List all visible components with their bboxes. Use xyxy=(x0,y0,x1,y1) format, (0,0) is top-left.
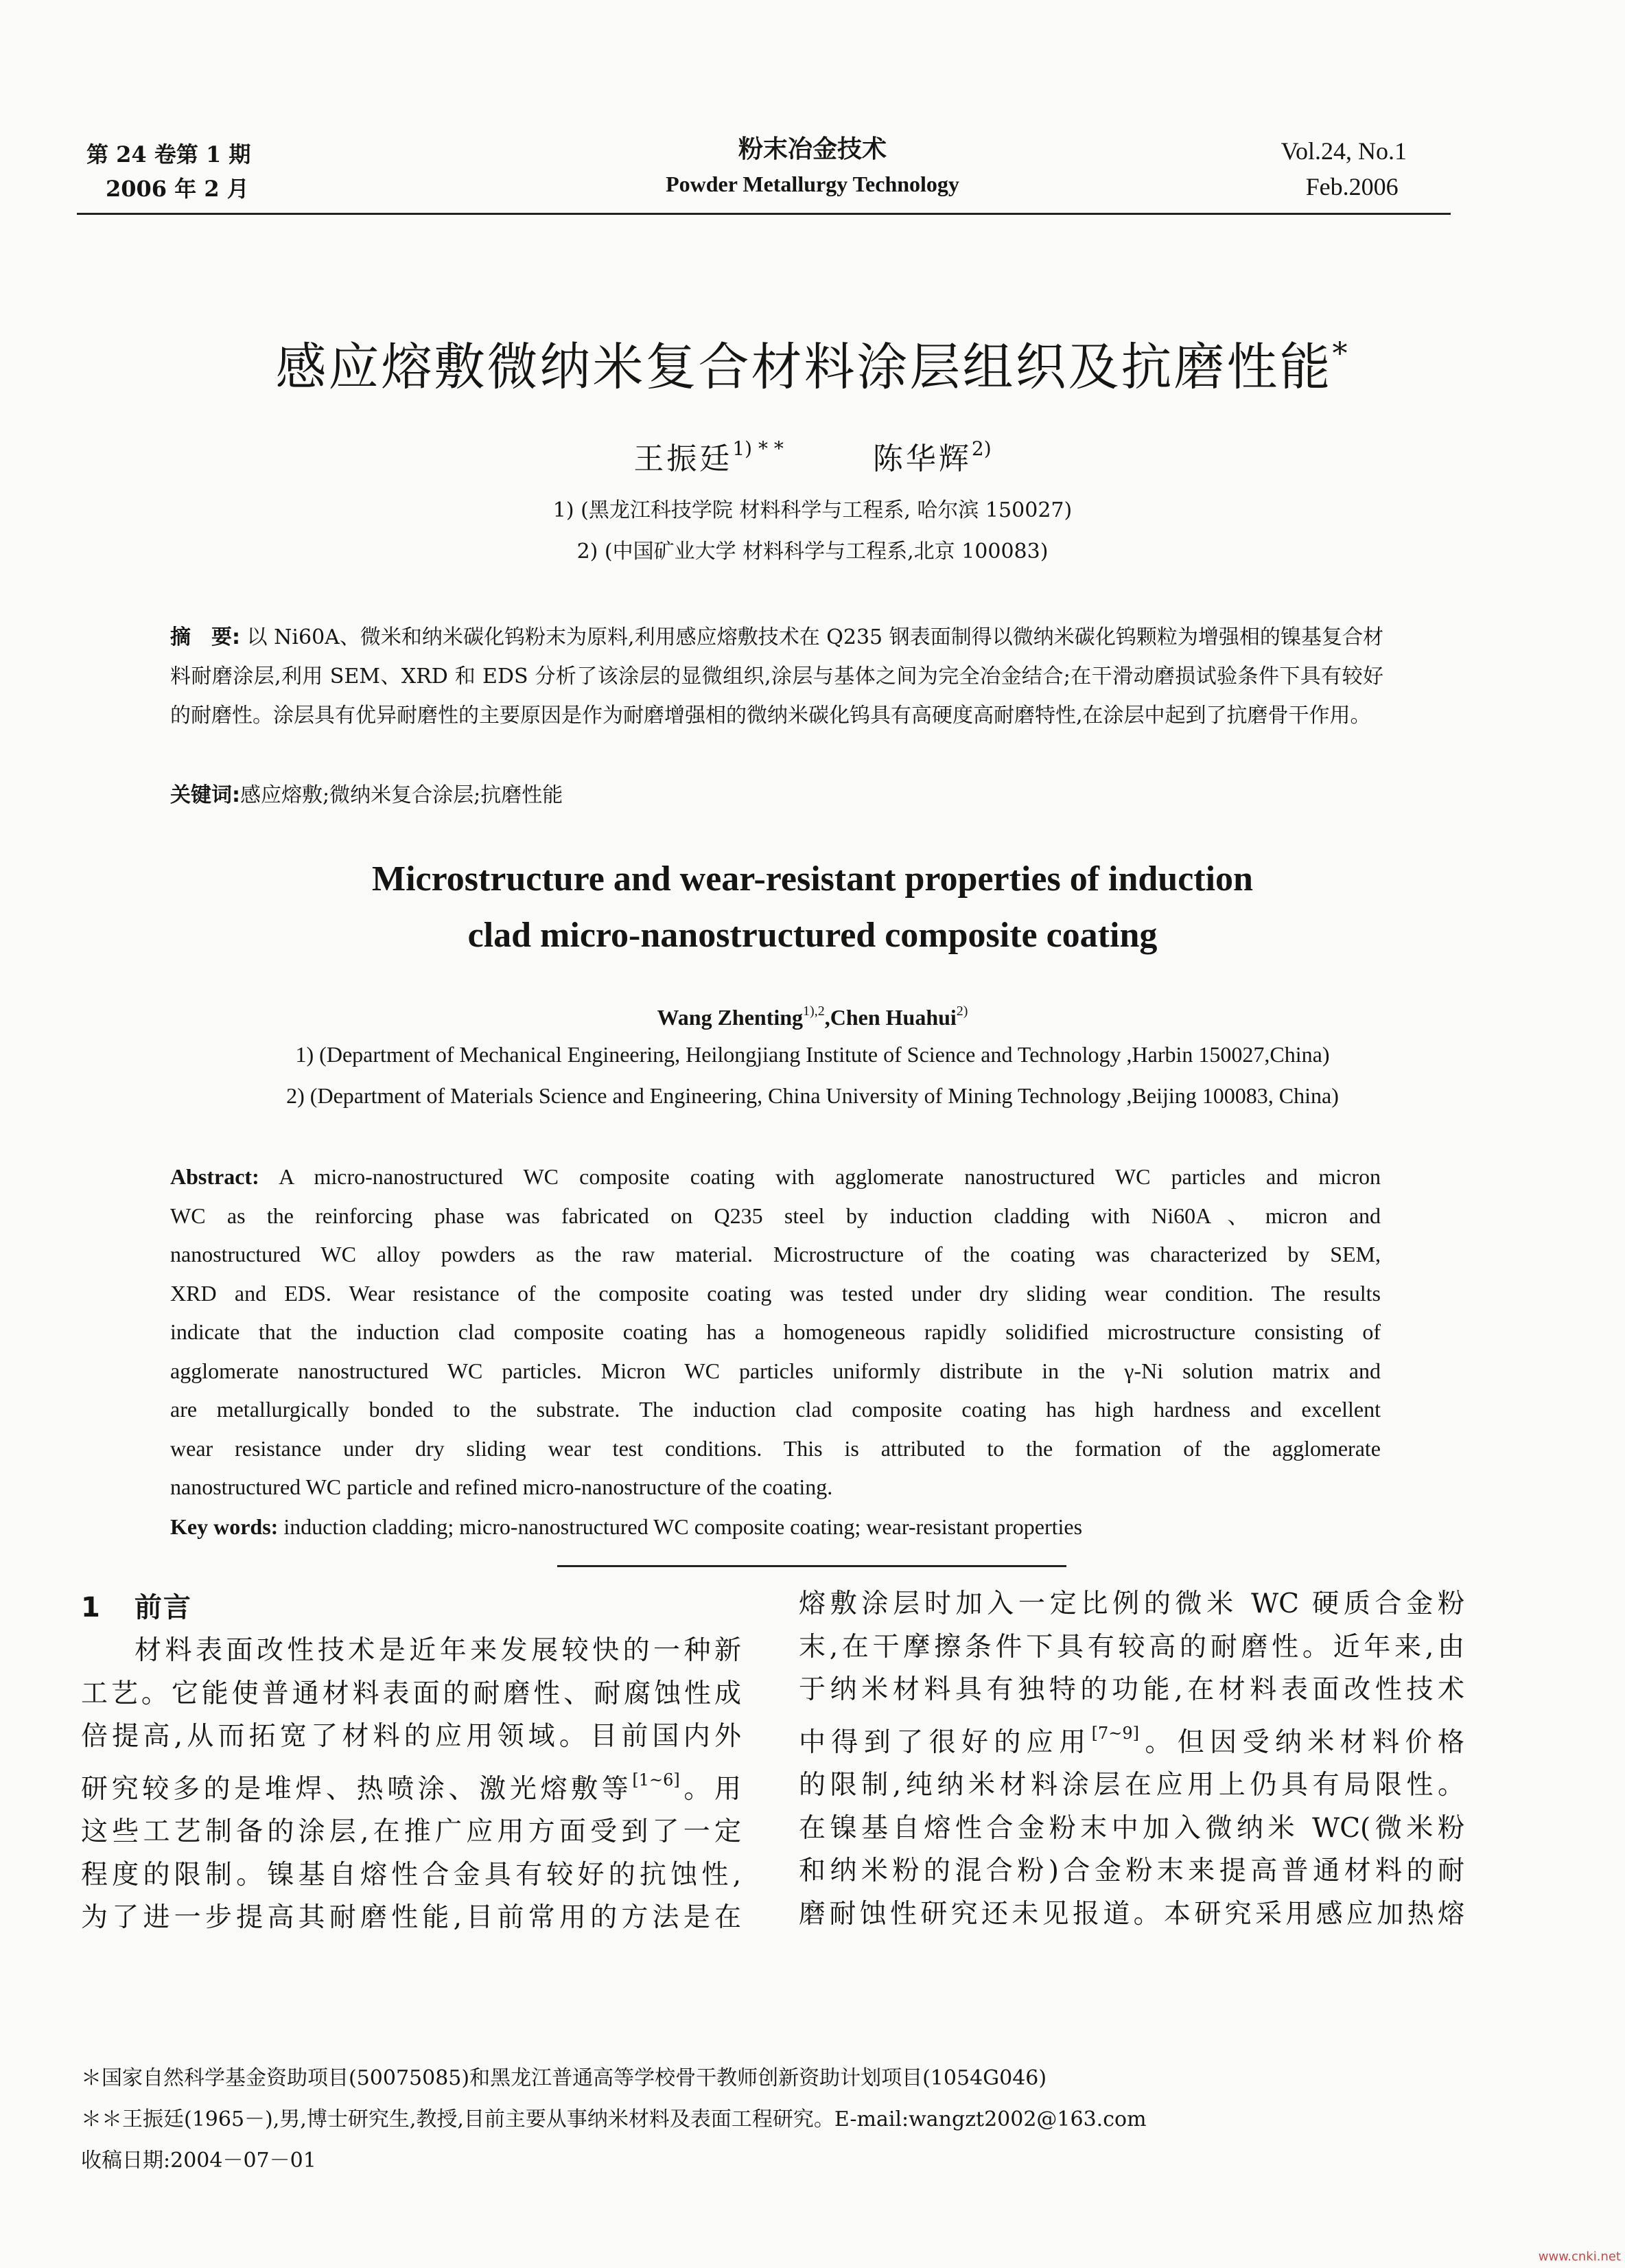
abstract-en-line: nanostructured WC particle and refined micro-nanostructure of the coating. xyxy=(170,1474,833,1499)
body-line: 熔敷涂层时加入一定比例的微米 WC 硬质合金粉 xyxy=(799,1588,1464,1619)
body-column-left xyxy=(81,1630,741,1940)
body-line: 研究较多的是堆焊、热喷涂、激光熔敷等[1~6]。用 xyxy=(81,1770,741,1805)
keywords-en xyxy=(170,1507,1381,1546)
author-2-cn-mark: 2) xyxy=(971,437,992,460)
section-heading xyxy=(81,1586,192,1625)
abstract-en-line: XRD and EDS. Wear resistance of the composite coating was tested under dry sliding wear condition. The results xyxy=(170,1280,1381,1306)
date-en: Feb.2006 xyxy=(1305,173,1399,200)
keywords-en-text: induction cladding; micro-nanostructured WC composite coating; wear-resistant properties xyxy=(278,1514,1083,1539)
body-line: 在镍基自熔性合金粉末中加入微纳米 WC(微米粉 xyxy=(799,1812,1464,1844)
author-2-en-mark: 2) xyxy=(956,1004,968,1019)
abstract-en xyxy=(170,1157,1381,1507)
footnote-author: ＊＊王振廷(1965－),男,博士研究生,教授,目前主要从事纳米材料及表面工程研究。E-mail:wangzt2002@163.com xyxy=(81,2107,1147,2131)
keywords-cn-text: 感应熔敷;微纳米复合涂层;抗磨性能 xyxy=(240,783,563,807)
authors-cn xyxy=(0,434,1625,478)
author-2-cn: 陈华辉 xyxy=(872,441,972,476)
abstract-en-line: Abstract: A micro-nanostructured WC composite coating with agglomerate nanostructured WC particles and micron xyxy=(170,1164,1381,1189)
keywords-cn-label: 关键词: xyxy=(170,783,240,807)
author-1-en: Wang Zhenting xyxy=(657,1005,804,1030)
header-volume-en xyxy=(1281,133,1407,205)
author-2-en: ,Chen Huahui xyxy=(824,1005,957,1030)
section-title: 前言 xyxy=(134,1592,192,1623)
abstract-cn-text: 以 Ni60A、微米和纳米碳化钨粉末为原料,利用感应熔敷技术在 Q235 钢表面制得以微纳米碳化钨颗粒为增强相的镍基复合材料耐磨涂层,利用 SEM、XRD 和 EDS 分析了该涂层的显微组织,涂层与基体之间为完全冶金结合;在干滑动磨损试验条件下具有较好的耐磨性。涂层具有优异耐磨性的主要原因是作为耐磨增强相的微纳米碳化钨具有高硬度高耐磨特性,在涂层中起到了抗磨骨干作用。 xyxy=(170,625,1384,728)
abstract-en-line: agglomerate nanostructured WC particles. Micron WC particles uniformly distribute in the γ-Ni solution matrix and xyxy=(170,1358,1381,1383)
authors-en xyxy=(0,1004,1625,1030)
keywords-en-label: Key words: xyxy=(170,1514,279,1539)
abstract-en-line: wear resistance under dry sliding wear test conditions. This is attributed to the formation of the agglomerate xyxy=(170,1435,1381,1461)
title-en-line-1: Microstructure and wear-resistant properties of induction xyxy=(372,859,1253,899)
body-line: 末,在干摩擦条件下具有较高的耐磨性。近年来,由 xyxy=(799,1631,1464,1663)
section-number: 1 xyxy=(81,1592,102,1623)
volume-issue-en: Vol.24, No.1 xyxy=(1281,137,1407,165)
citation: [1~6] xyxy=(632,1770,680,1790)
abstract-cn-label: 摘 要: xyxy=(170,625,241,649)
footnote-funding: ＊国家自然科学基金资助项目(50075085)和黑龙江普通高等学校骨干教师创新资助计划项目(1054G046) xyxy=(81,2066,1047,2090)
body-line: 中得到了很好的应用[7~9]。但因受纳米材料价格 xyxy=(799,1723,1464,1758)
title-cn-text: 感应熔敷微纳米复合材料涂层组织及抗磨性能 xyxy=(275,338,1333,397)
affiliation-en-1: 1) (Department of Mechanical Engineering, Heilongjiang Institute of Science and Technology ,Harbin 150027,China) xyxy=(295,1042,1330,1067)
abstract-en-line: indicate that the induction clad composite coating has a homogeneous rapidly solidified microstructure consisting of xyxy=(170,1319,1381,1344)
author-1-cn: 王振廷 xyxy=(633,441,733,476)
affiliation-en-2: 2) (Department of Materials Science and Engineering, China University of Mining Technology ,Beijing 100083, China) xyxy=(286,1083,1339,1108)
footnote-received-date: 收稿日期:2004－07－01 xyxy=(81,2149,316,2173)
abstract-en-line: WC as the reinforcing phase was fabricated on Q235 steel by induction cladding with Ni60A、micron and xyxy=(170,1203,1381,1228)
title-en-line-2: clad micro-nanostructured composite coating xyxy=(467,916,1158,955)
title-footnote-mark: * xyxy=(1332,336,1350,371)
author-1-en-mark: 1),2 xyxy=(803,1004,825,1019)
body-line: 材料表面改性技术是近年来发展较快的一种新 xyxy=(135,1635,741,1666)
body-line: 为了进一步提高其耐磨性能,目前常用的方法是在 xyxy=(81,1902,741,1933)
section-divider xyxy=(557,1565,1066,1567)
body-line: 程度的限制。镍基自熔性合金具有较好的抗蚀性, xyxy=(81,1859,741,1890)
date-cn: 2006 年 2 月 xyxy=(106,176,249,202)
journal-name-cn: 粉末冶金技术 xyxy=(738,135,887,163)
abstract-en-label: Abstract: xyxy=(170,1164,259,1189)
abstract-cn xyxy=(170,618,1383,735)
watermark: www.cnki.net xyxy=(1538,2249,1621,2264)
volume-issue-cn: 第 24 卷第 1 期 xyxy=(86,141,251,167)
body-line: 这些工艺制备的涂层,在推广应用方面受到了一定 xyxy=(81,1816,741,1847)
affiliation-cn-1: 1) (黑龙江科技学院 材料科学与工程系, 哈尔滨 150027) xyxy=(552,498,1073,522)
author-1-cn-mark: 1) * * xyxy=(732,437,784,460)
citation: [7~9] xyxy=(1091,1723,1139,1743)
body-line: 倍提高,从而拓宽了材料的应用领域。目前国内外 xyxy=(81,1721,741,1752)
header-rule xyxy=(77,213,1451,215)
journal-name-en: Powder Metallurgy Technology xyxy=(666,172,959,196)
body-line: 于纳米材料具有独特的功能,在材料表面改性技术 xyxy=(799,1674,1464,1705)
title-en xyxy=(0,851,1625,964)
keywords-cn xyxy=(170,776,1383,815)
body-line: 和纳米粉的混合粉)合金粉末来提高普通材料的耐 xyxy=(799,1855,1464,1886)
body-line: 磨耐蚀性研究还未见报道。本研究采用感应加热熔 xyxy=(799,1898,1464,1930)
body-column-right xyxy=(799,1583,1464,1936)
body-line: 工艺。它能使普通材料表面的耐磨性、耐腐蚀性成 xyxy=(81,1678,741,1709)
abstract-en-line: are metallurgically bonded to the substrate. The induction clad composite coating has high hardness and excellent xyxy=(170,1397,1381,1422)
body-line: 的限制,纯纳米材料涂层在应用上仍具有局限性。 xyxy=(799,1770,1464,1801)
title-cn xyxy=(0,327,1625,400)
affiliation-cn-2: 2) (中国矿业大学 材料科学与工程系,北京 100083) xyxy=(576,540,1049,564)
abstract-en-line: nanostructured WC alloy powders as the raw material. Microstructure of the coating was characterized by SEM, xyxy=(170,1242,1381,1266)
